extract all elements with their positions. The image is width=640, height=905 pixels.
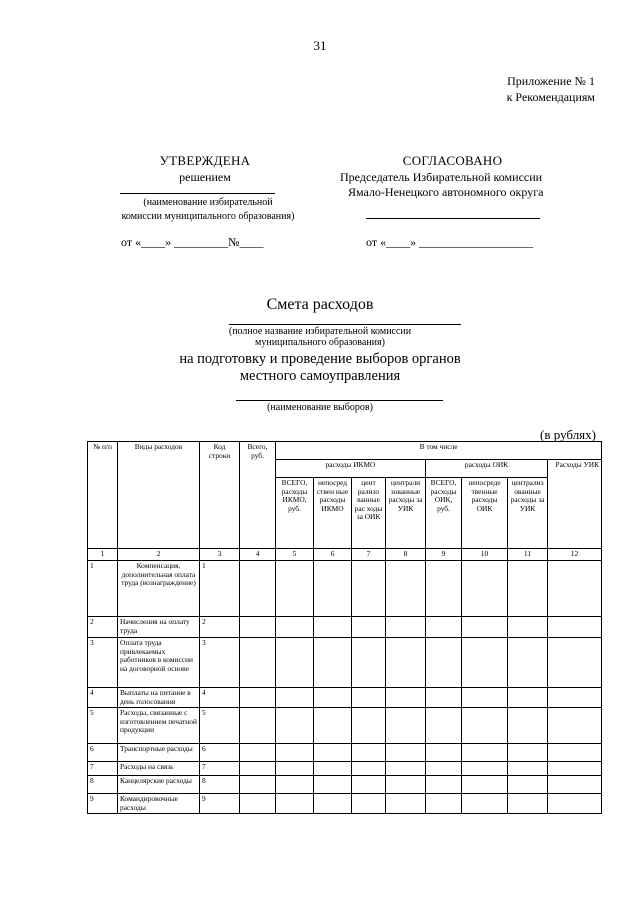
header-ikmo-central-uik: централи зованные расходы за УИК [386,478,426,549]
table-row [88,688,602,708]
doc-subtitle [0,351,640,385]
value-cell [352,708,386,744]
doc-subtitle-1: на подготовку и проведение выборов органов [179,351,461,367]
value-cell [548,794,602,814]
value-cell [352,744,386,762]
agreed-title: СОГЛАСОВАНО [402,153,503,168]
value-cell [548,638,602,688]
page-number: 31 [313,38,327,53]
col-number: 4 [240,549,276,561]
value-cell [508,688,548,708]
value-cell [240,744,276,762]
commission-note-1: (полное название избирательной комиссии [228,326,412,337]
value-cell [352,617,386,638]
row-num: 4 [88,688,118,708]
table-row [88,776,602,794]
table-row [88,638,602,688]
approved-name-note-1: (наименование избирательной [143,197,273,208]
row-num: 5 [88,708,118,744]
value-cell [352,776,386,794]
value-cell [508,776,548,794]
col-number: 10 [462,549,508,561]
value-cell [276,561,314,617]
header-ikmo-total: ВСЕГО, расходы ИКМО, руб. [276,478,314,549]
col-number: 11 [508,549,548,561]
value-cell [462,617,508,638]
value-cell [426,744,462,762]
col-number: 2 [118,549,200,561]
value-cell [386,708,426,744]
elections-note: (наименование выборов) [267,402,373,413]
approved-name-note-2: комиссии муниципального образования) [121,211,295,222]
value-cell [352,794,386,814]
appendix-line-1: Приложение № 1 [507,74,595,88]
value-cell [426,688,462,708]
value-cell [426,617,462,638]
value-cell [548,688,602,708]
value-cell [386,638,426,688]
value-cell [352,638,386,688]
value-cell [508,744,548,762]
value-cell [462,638,508,688]
table-row [88,744,602,762]
value-cell [386,794,426,814]
header-ikmo-central-oik: цент рализо ванные рас ходы за ОИК [352,478,386,549]
elections-line [236,400,443,401]
value-cell [508,762,548,776]
table-row [88,708,602,744]
value-cell [240,561,276,617]
value-cell [314,638,352,688]
value-cell [276,762,314,776]
col-number: 1 [88,549,118,561]
value-cell [548,617,602,638]
value-cell [508,638,548,688]
currency-note: (в рублях) [540,427,596,442]
approved-date-line: от «____» _________№____ [121,235,264,249]
value-cell [240,776,276,794]
appendix-note [507,73,595,105]
agreed-line-2: Ямало-Ненецкого автономного округа [348,185,544,199]
approved-name-note [108,196,308,224]
value-cell [314,561,352,617]
appendix-line-2: к Рекомендациям [506,90,595,104]
value-cell [386,744,426,762]
value-cell [276,744,314,762]
row-num: 2 [88,617,118,638]
row-name: Компенсация, дополнительная оплата труда (вознаграждение) [118,561,200,617]
agreed-signature-line [366,218,540,219]
value-cell [508,794,548,814]
value-cell [276,688,314,708]
agreed-block [340,153,590,200]
table-row [88,617,602,638]
value-cell [462,794,508,814]
header-ikmo-direct: непосред ствен ные расходы ИКМО [314,478,352,549]
value-cell [426,561,462,617]
value-cell [314,776,352,794]
value-cell [426,708,462,744]
row-name: Командировочные расходы [118,794,200,814]
value-cell [548,744,602,762]
estimate-table [87,441,602,814]
row-num: 1 [88,561,118,617]
row-num: 6 [88,744,118,762]
row-name: Транспортные расходы [118,744,200,762]
value-cell [352,688,386,708]
value-cell [386,688,426,708]
row-num: 7 [88,762,118,776]
value-cell [548,561,602,617]
row-name: Канцелярские расходы [118,776,200,794]
value-cell [462,744,508,762]
agreed-date-line: от «____» ___________________ [366,235,534,249]
row-num: 3 [88,638,118,688]
row-code: 9 [200,794,240,814]
header-num: № п/п [88,442,118,549]
value-cell [276,617,314,638]
row-name: Оплата труда привлекаемых работников в комиссии на договорной основе [118,638,200,688]
header-oik-total: ВСЕГО, расходы ОИК, руб. [426,478,462,549]
value-cell [386,561,426,617]
approved-block [110,153,300,185]
value-cell [508,561,548,617]
commission-line [229,324,461,325]
value-cell [462,688,508,708]
header-oik-direct: непосреде твенные расходы ОИК [462,478,508,549]
row-name: Выплаты на питание в день голосования [118,688,200,708]
row-code: 7 [200,762,240,776]
value-cell [314,617,352,638]
value-cell [548,776,602,794]
row-name: Начисления на оплату труда [118,617,200,638]
value-cell [276,794,314,814]
col-number: 3 [200,549,240,561]
commission-note [0,326,640,348]
table-row [88,794,602,814]
table-row [88,561,602,617]
value-cell [276,708,314,744]
row-code: 2 [200,617,240,638]
doc-subtitle-2: местного самоуправления [239,368,401,384]
value-cell [314,688,352,708]
col-number: 12 [548,549,602,561]
value-cell [276,776,314,794]
header-total: Всего, руб. [240,442,276,549]
row-code: 3 [200,638,240,688]
value-cell [314,744,352,762]
value-cell [548,762,602,776]
value-cell [352,762,386,776]
row-code: 8 [200,776,240,794]
row-name: Расходы, связанные с изготовлением печатной продукции [118,708,200,744]
value-cell [314,708,352,744]
value-cell [426,776,462,794]
approved-signature-line [120,193,275,194]
header-kinds: Виды расходов [118,442,200,549]
header-code: Код строки [200,442,240,549]
value-cell [508,708,548,744]
value-cell [386,776,426,794]
value-cell [462,561,508,617]
value-cell [276,638,314,688]
row-code: 5 [200,708,240,744]
value-cell [240,688,276,708]
value-cell [462,776,508,794]
value-cell [426,794,462,814]
row-code: 1 [200,561,240,617]
table-body [88,561,602,814]
col-number: 8 [386,549,426,561]
col-number: 6 [314,549,352,561]
value-cell [240,638,276,688]
value-cell [462,708,508,744]
col-number: 7 [352,549,386,561]
value-cell [240,617,276,638]
value-cell [314,794,352,814]
value-cell [240,794,276,814]
row-name: Расходы на связь [118,762,200,776]
header-oik: расходы ОИК [426,460,548,478]
col-number: 5 [276,549,314,561]
header-ikmo: расходы ИКМО [276,460,426,478]
value-cell [548,708,602,744]
header-oik-central-uik: централиз ованные расходы за УИК [508,478,548,549]
doc-title: Смета расходов [266,296,374,313]
table-row [88,762,602,776]
value-cell [386,762,426,776]
column-numbers-row [88,549,602,561]
row-code: 4 [200,688,240,708]
value-cell [386,617,426,638]
agreed-line-1: Председатель Избирательной комиссии [340,170,543,184]
value-cell [240,762,276,776]
value-cell [462,762,508,776]
header-uik: Расходы УИК [548,460,602,549]
col-number: 9 [426,549,462,561]
value-cell [314,762,352,776]
value-cell [426,638,462,688]
approved-by: решением [179,170,231,184]
row-num: 8 [88,776,118,794]
value-cell [240,708,276,744]
commission-note-2: муниципального образования) [255,337,385,348]
value-cell [352,561,386,617]
value-cell [426,762,462,776]
approved-title: УТВЕРЖДЕНА [159,153,251,168]
header-incl: В том числе [276,442,602,460]
row-num: 9 [88,794,118,814]
row-code: 6 [200,744,240,762]
value-cell [508,617,548,638]
